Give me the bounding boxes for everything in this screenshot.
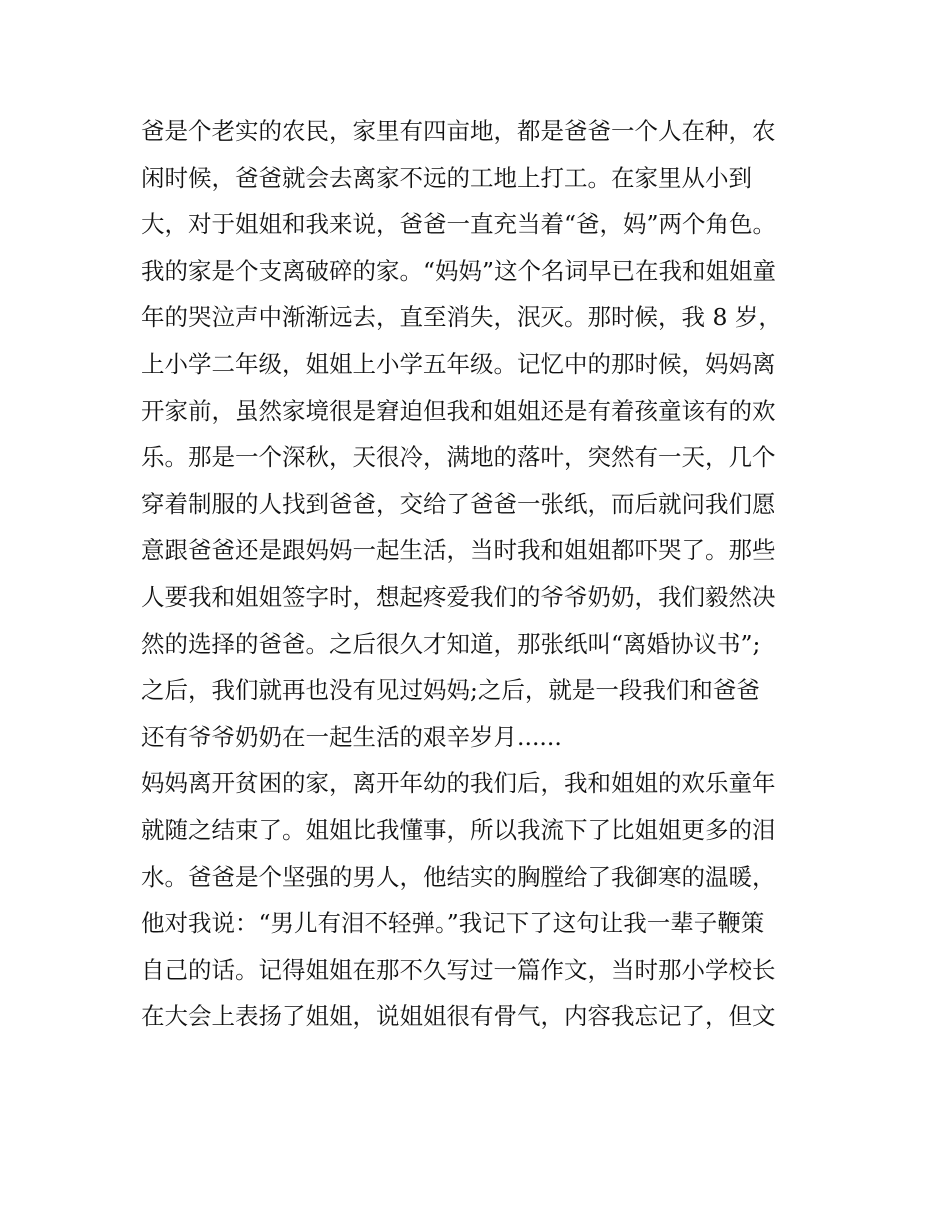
text-line: 他对我说：“男儿有泪不轻弹。”我记下了这句让我一辈子鞭策 [141,909,765,938]
text-line: 闲时候，爸爸就会去离家不远的工地上打工。在家里从小到 [141,163,752,192]
text-line: 爸是个老实的农民，家里有四亩地，都是爸爸一个人在种，农 [141,117,776,145]
body-text [141,108,821,1040]
text-line: 上小学二年级，姐姐上小学五年级。记忆中的那时候，妈妈离 [141,349,776,378]
text-line: 乐。那是一个深秋，天很冷，满地的落叶，突然有一天，几个 [141,443,776,472]
text-line: 年的哭泣声中渐渐远去，直至消失，泯灭。那时候，我 8 岁， [141,303,782,332]
text-line: 我的家是个支离破碎的家。“妈妈”这个名词早已在我和姐姐童 [141,256,777,285]
text-line: 然的选择的爸爸。之后很久才知道，那张纸叫“离婚协议书”; [141,629,761,658]
text-line: 还有爷爷奶奶在一起生活的艰辛岁月...... [141,722,562,751]
text-line: 大，对于姐姐和我来说，爸爸一直充当着“爸，妈”两个角色。 [141,210,777,239]
text-line: 水。爸爸是个坚强的男人，他结实的胸膛给了我御寒的温暖， [141,862,776,891]
text-line: 开家前，虽然家境很是窘迫但我和姐姐还是有着孩童该有的欢 [141,396,776,425]
text-line: 意跟爸爸还是跟妈妈一起生活，当时我和姐姐都吓哭了。那些 [141,536,776,565]
text-line: 穿着制服的人找到爸爸，交给了爸爸一张纸，而后就问我们愿 [141,489,776,518]
text-line: 在大会上表扬了姐姐，说姐姐很有骨气，内容我忘记了，但文 [141,1002,776,1031]
text-line: 妈妈离开贫困的家，离开年幼的我们后，我和姐姐的欢乐童年 [141,769,776,798]
text-line: 自己的话。记得姐姐在那不久写过一篇作文，当时那小学校长 [141,955,776,984]
text-line: 人要我和姐姐签字时，想起疼爱我们的爷爷奶奶，我们毅然决 [141,582,776,611]
text-line: 就随之结束了。姐姐比我懂事，所以我流下了比姐姐更多的泪 [141,815,776,844]
text-line: 之后，我们就再也没有见过妈妈;之后，就是一段我们和爸爸 [141,676,760,705]
